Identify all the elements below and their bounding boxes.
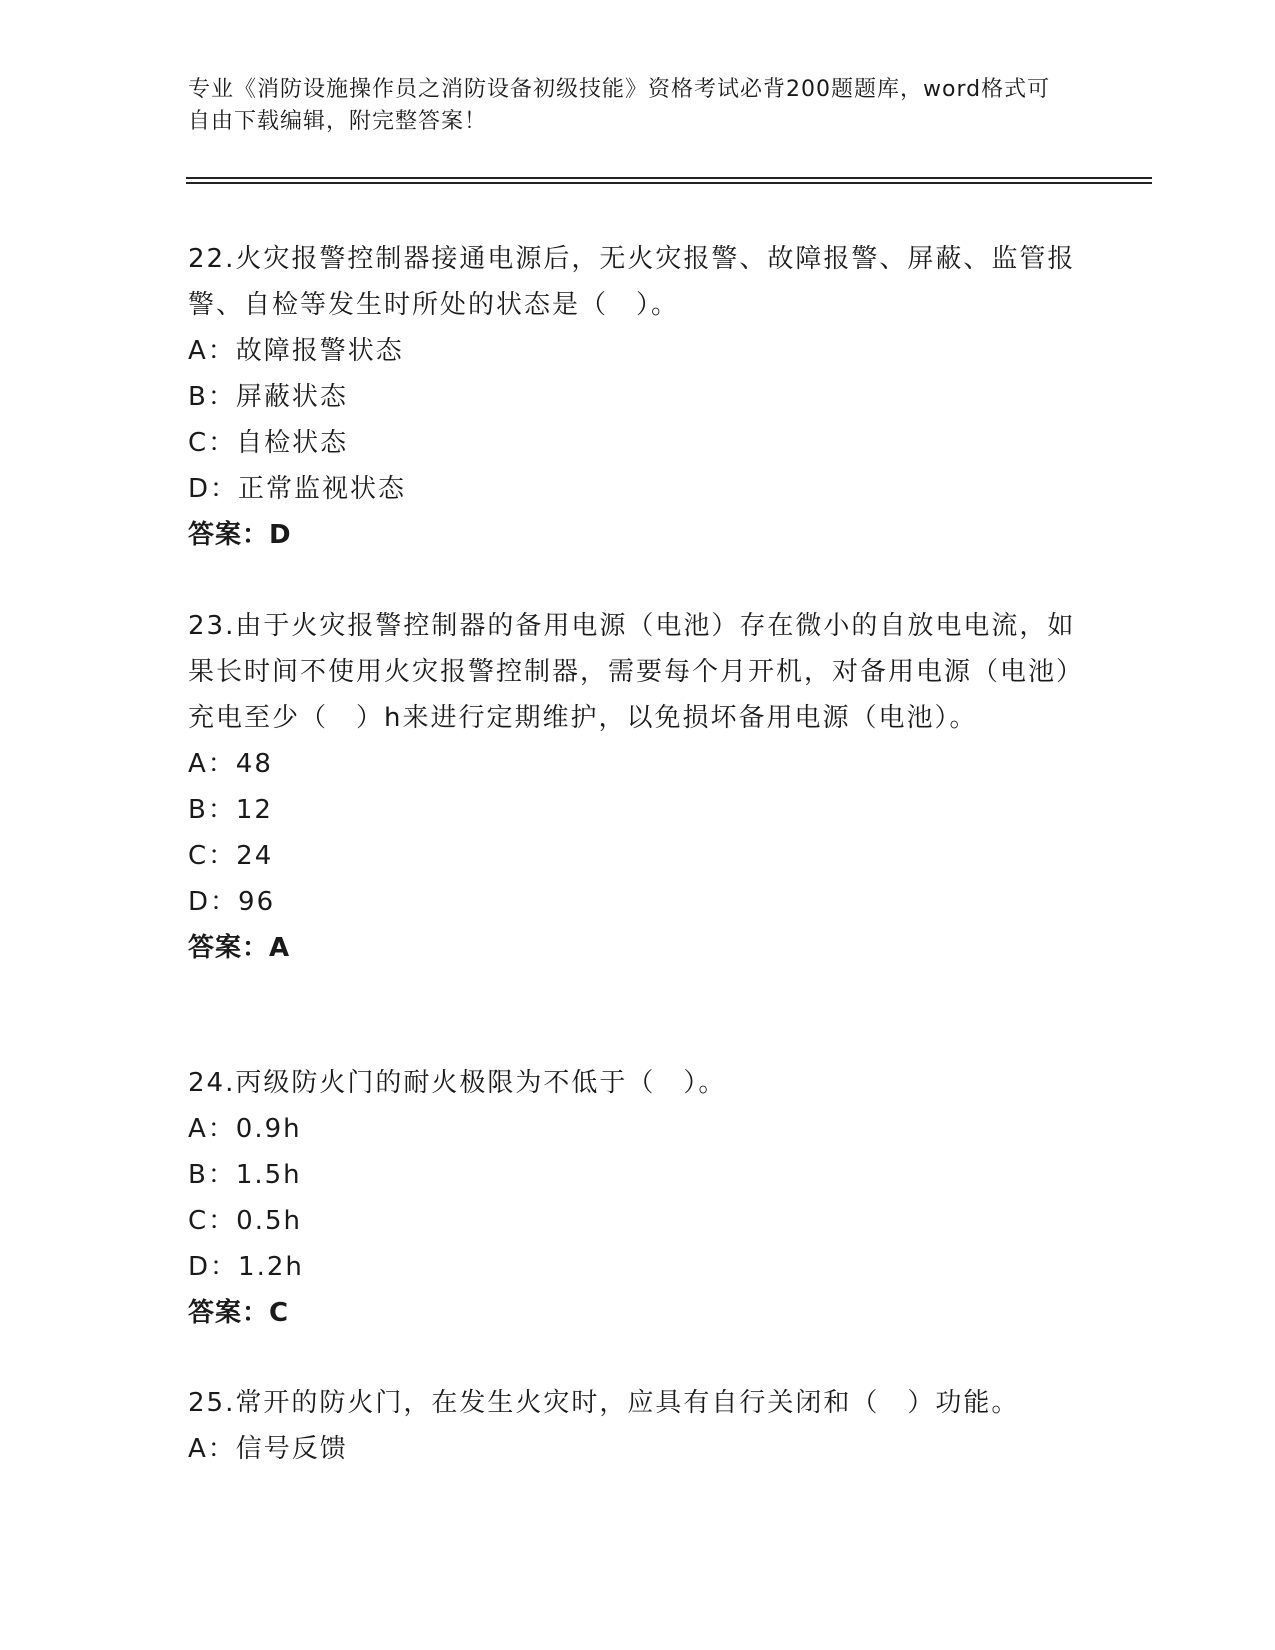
question-stem: 22.火灾报警控制器接通电源后，无火灾报警、故障报警、屏蔽、监管报警、自检等发生时所处的状态是（ ）。 [188, 244, 1076, 320]
question-stem: 23.由于火灾报警控制器的备用电源（电池）存在微小的自放电电流，如果长时间不使用火灾报警控制器，需要每个月开机，对备用电源（电池）充电至少（ ）h来进行定期维护，以免损坏备用电源（电池）。 [188, 611, 1085, 733]
question-23 [188, 603, 1088, 971]
option-d: D：1.2h [188, 1252, 304, 1282]
option-d: D：96 [188, 887, 276, 917]
option-b: B：1.5h [188, 1160, 302, 1190]
question-24 [188, 1060, 1088, 1336]
option-b: B：屏蔽状态 [188, 382, 348, 412]
header-divider-bottom [186, 182, 1152, 184]
question-25 [188, 1380, 1088, 1472]
option-c: C：0.5h [188, 1206, 302, 1236]
answer-label: 答案：D [188, 520, 292, 550]
option-b: B：12 [188, 795, 273, 825]
option-a: A：0.9h [188, 1114, 302, 1144]
document-header: 专业《消防设施操作员之消防设备初级技能》资格考试必背200题题库，word格式可自由下载编辑，附完整答案！ [188, 77, 1051, 134]
question-stem: 25.常开的防火门，在发生火灾时，应具有自行关闭和（ ）功能。 [188, 1388, 1020, 1418]
header-divider-top [186, 177, 1152, 179]
question-22 [188, 236, 1088, 558]
option-a: A：信号反馈 [188, 1434, 348, 1464]
question-stem: 24.丙级防火门的耐火极限为不低于（ ）。 [188, 1068, 727, 1098]
option-d: D：正常监视状态 [188, 474, 407, 504]
answer-label: 答案：A [188, 933, 291, 963]
option-c: C：自检状态 [188, 428, 349, 458]
answer-label: 答案：C [188, 1298, 290, 1328]
option-a: A：48 [188, 749, 273, 779]
option-a: A：故障报警状态 [188, 336, 404, 366]
option-c: C：24 [188, 841, 274, 871]
